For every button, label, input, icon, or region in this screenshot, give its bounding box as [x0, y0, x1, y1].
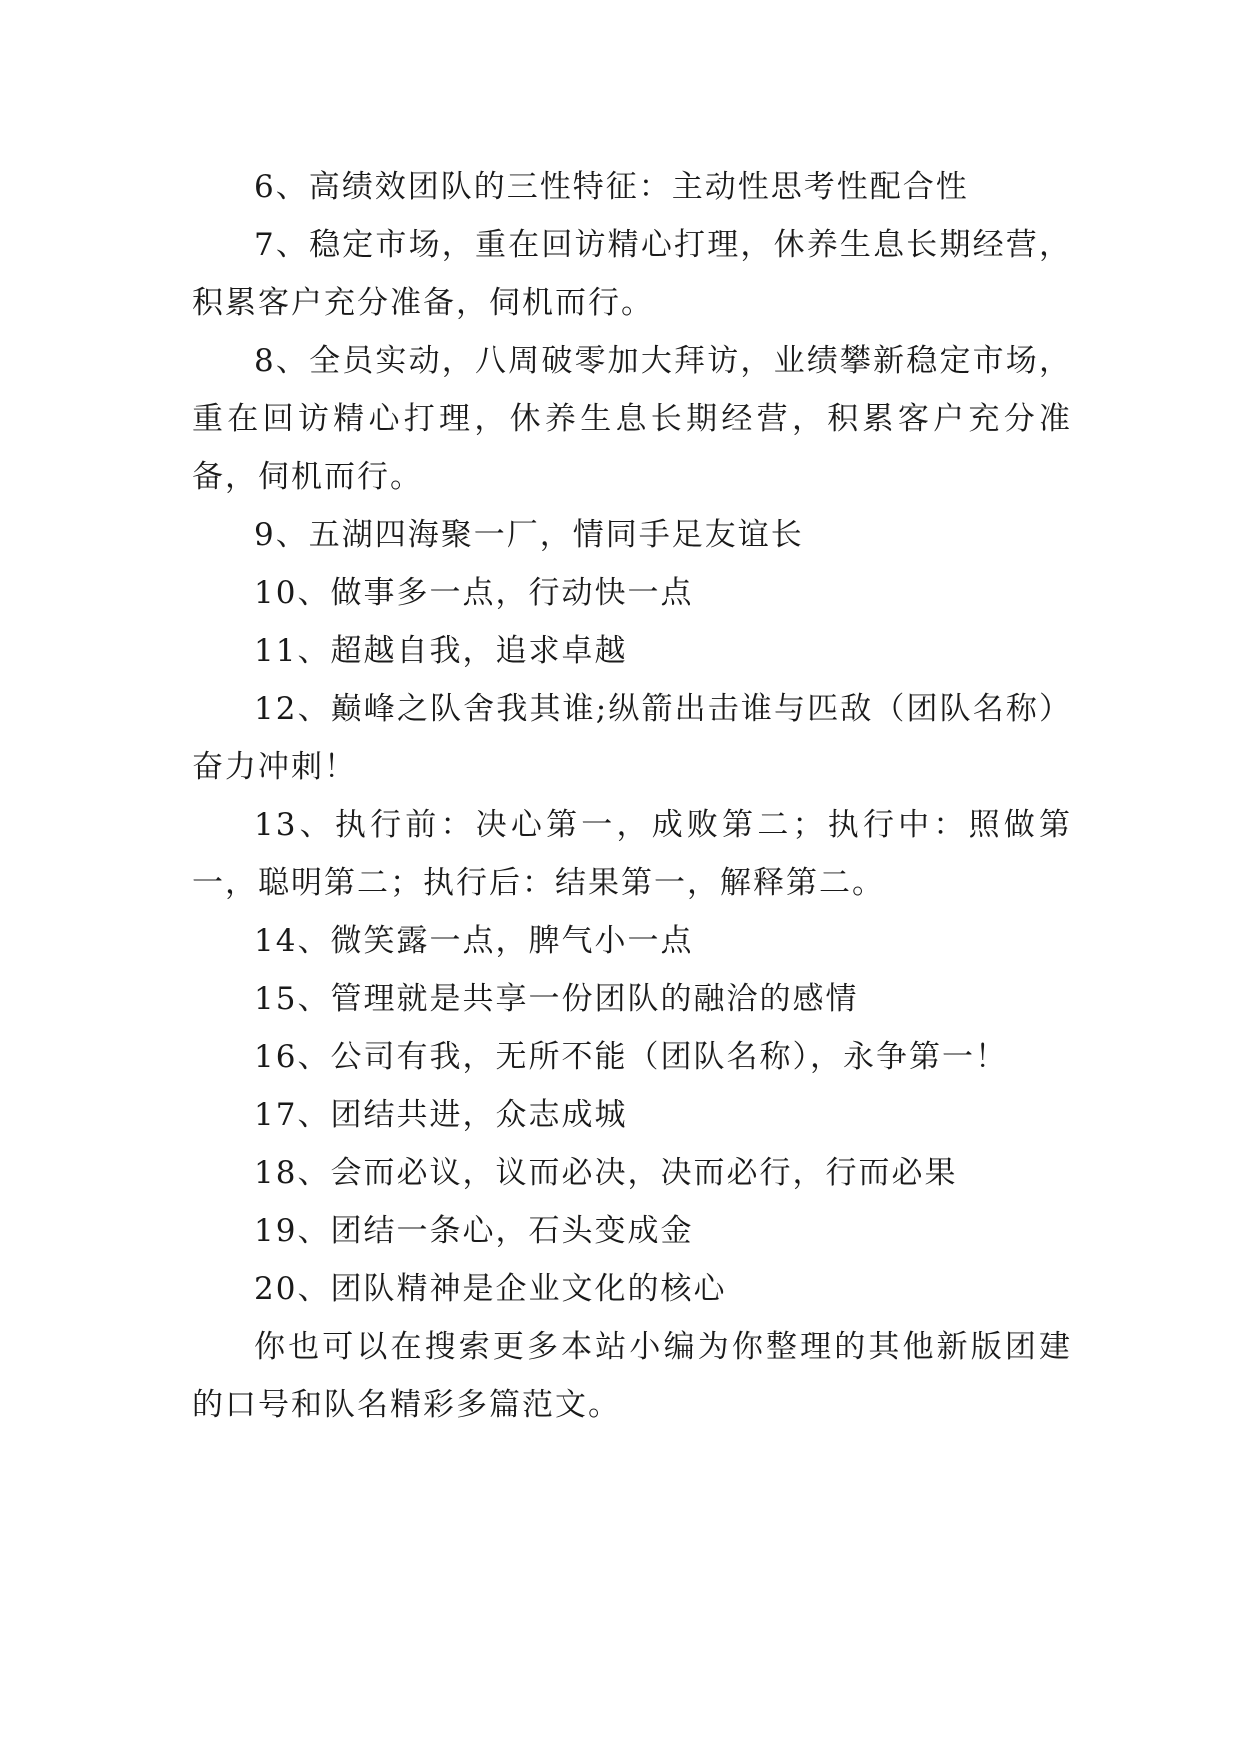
paragraph-9: 9、五湖四海聚一厂，情同手足友谊长 [254, 517, 804, 553]
paragraph-15: 15、管理就是共享一份团队的融洽的感情 [254, 981, 859, 1017]
paragraph-20: 20、团队精神是企业文化的核心 [254, 1271, 727, 1307]
paragraph-11: 11、超越自我，追求卓越 [254, 633, 628, 669]
paragraph-17: 17、团结共进，众志成城 [254, 1097, 628, 1133]
paragraph-19: 19、团结一条心，石头变成金 [254, 1213, 694, 1249]
paragraph-7: 7、稳定市场，重在回访精心打理，休养生息长期经营，积累客户充分准备，伺机而行。 [192, 227, 1072, 321]
paragraph-12: 12、巅峰之队舍我其谁;纵箭出击谁与匹敌（团队名称）奋力冲刺！ [192, 691, 1072, 785]
paragraph-13: 13、执行前：决心第一，成败第二；执行中：照做第一，聪明第二；执行后：结果第一，解释第二。 [192, 807, 1072, 901]
closing-paragraph: 你也可以在搜索更多本站小编为你整理的其他新版团建的口号和队名精彩多篇范文。 [192, 1329, 1072, 1423]
paragraph-6: 6、高绩效团队的三性特征：主动性思考性配合性 [254, 169, 969, 205]
paragraph-10: 10、做事多一点，行动快一点 [254, 575, 694, 611]
paragraph-18: 18、会而必议，议而必决，决而必行，行而必果 [254, 1155, 958, 1191]
paragraph-16: 16、公司有我，无所不能（团队名称），永争第一！ [254, 1039, 1008, 1075]
paragraph-14: 14、微笑露一点，脾气小一点 [254, 923, 694, 959]
document-body [192, 158, 1072, 1434]
paragraph-8: 8、全员实动，八周破零加大拜访，业绩攀新稳定市场，重在回访精心打理，休养生息长期经营，积累客户充分准备，伺机而行。 [192, 343, 1072, 495]
